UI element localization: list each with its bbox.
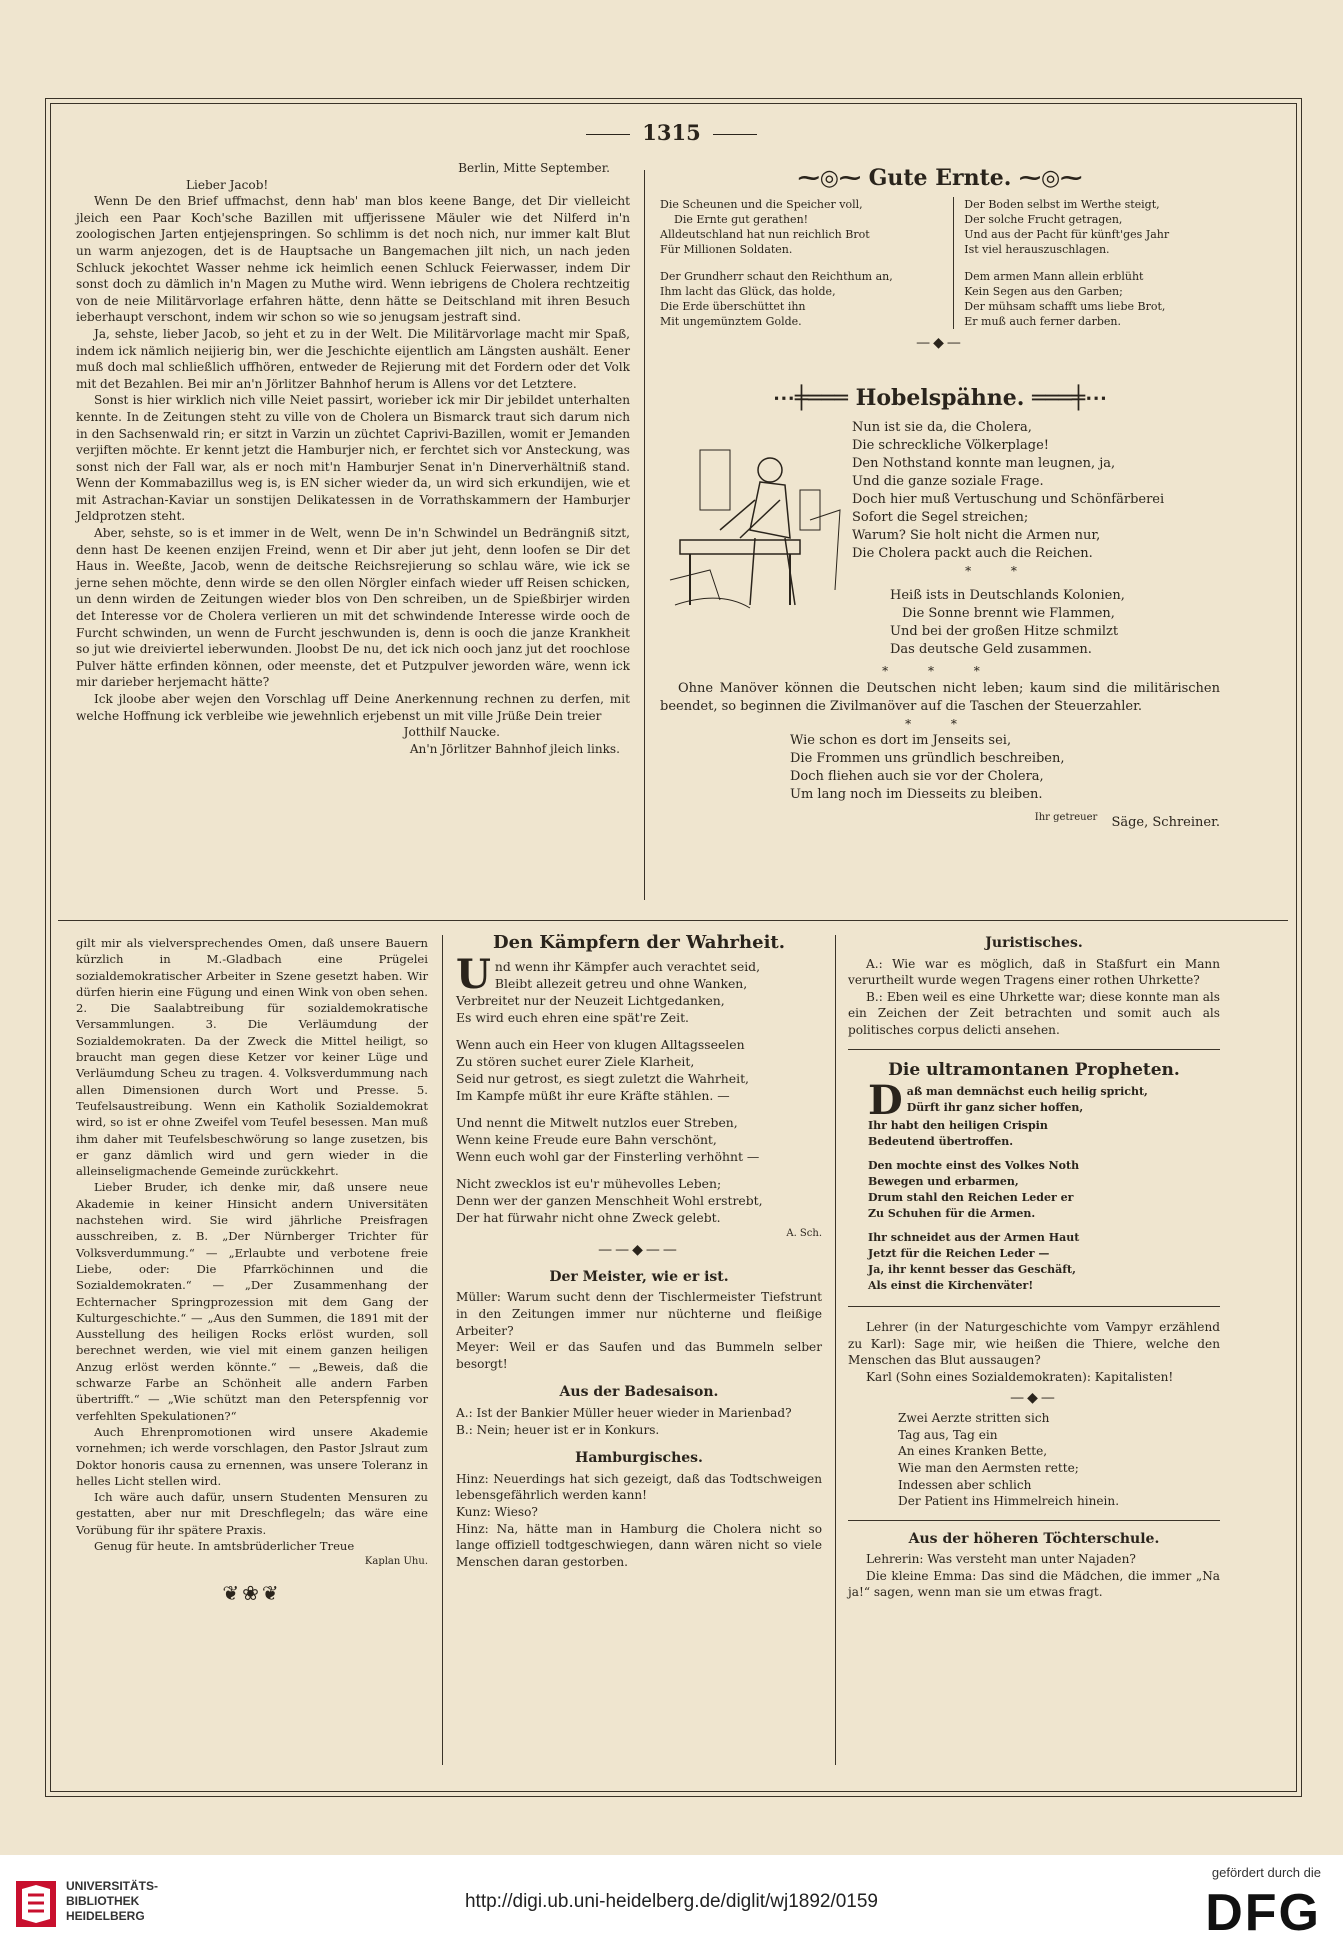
ornament-right-icon: ⁓◎⁓ <box>1011 165 1083 191</box>
section-divider <box>58 920 1288 921</box>
letter-paragraph: Sonst is hier wirklich nich ville Neiet passirt, worieber ick mir Dir jebildet unterhalten kennte. In de Zeitungen steht zu ville von de Cholera un Bismarck traut sich darum nich in den Sachsenwald rin; er sitzt in Varzin un züchtet Caprivi-Bazillen, womit er Jemanden verjiften möchte. Er kennt jetzt die Hamburjer nich, er ferchtet sich vor Ansteckung, was sonst nich der Fall war, als er noch mit'n Hamburjer Senat in'n Dinerverhältniß stand. Wenn der Kommabazillus weg is, is EN sicher wieder da, un wird sich erkundijen, wie et mit Astrachan-Kaviar un sonstijen Delikatessen in de Vorrathskammern der Hamburjer Jeldprotzen steht. <box>76 393 630 524</box>
stars-separator: * * * <box>882 664 998 679</box>
lower-divider-2 <box>835 935 836 1765</box>
kaplan-signature: Kaplan Uhu. <box>364 1556 428 1568</box>
kaplan-paragraph: Genug für heute. In amtsbrüderlicher Treue <box>94 1538 355 1553</box>
carpenter-illustration <box>660 430 850 615</box>
letter-greeting: Lieber Jacob! <box>186 177 269 192</box>
drop-cap: U <box>456 950 491 998</box>
juristisches-line: B.: Eben weil es eine Uhrkette war; diese konnte man als ein Zeichen der Zeit betrachten und somit auch als politisches corpus delicti ansehen. <box>848 989 1220 1037</box>
juristisches-title: Juristisches. <box>985 935 1083 951</box>
page-header <box>0 120 1343 145</box>
dfg-logo: DFG <box>1205 1884 1321 1942</box>
divider-ornament-icon: —◆— <box>916 334 964 351</box>
hobel-stanza-2: Heiß ists in Deutschlands Kolonien, Die Sonne brennt wie Flammen, Und bei der großen Hitze schmilzt Das deutsche Geld zusammen. <box>890 588 1125 658</box>
gute-ernte-title: ⁓◎⁓ Gute Ernte. ⁓◎⁓ <box>797 165 1083 191</box>
letter-dateline: Berlin, Mitte September. <box>458 161 610 175</box>
hobel-stanza-1: Nun ist sie da, die Cholera, Die schreckliche Völkerplage! Den Nothstand konnte man leugnen, ja, Und die ganze soziale Frage. Doch hier muß Vertuschung und Schönfärberei Sofort die Segel streichen; Warum? Sie holt nicht die Armen nur, Die Cholera packt auch die Reichen. <box>852 419 1165 561</box>
hobel-prose: Ohne Manöver können die Deutschen nicht leben; kaum sind die militärischen beendet, so beginnen die Zivilmanöver auf die Taschen der Steuerzahler. <box>660 680 1220 714</box>
middle-column <box>456 932 822 1570</box>
upper-column-divider <box>644 170 645 900</box>
divider-ornament-icon: —◆— <box>1010 1389 1058 1406</box>
letter-postscript: An'n Jörlitzer Bahnhof jleich links. <box>409 741 620 756</box>
divider-ornament-icon: ——◆—— <box>598 1242 680 1259</box>
drop-cap: D <box>868 1077 903 1125</box>
meister-title: Der Meister, wie er ist. <box>549 1268 729 1285</box>
source-url[interactable]: http://digi.ub.uni-heidelberg.de/diglit/wj1892/0159 <box>464 1891 879 1912</box>
kaplan-paragraph: Ich wäre auch dafür, unsern Studenten Mensuren zu gestatten, aber nur mit Dreschflegeln; das wäre eine Vorübung für ihr spätere Praxis. <box>76 1490 428 1537</box>
hamburgisches-title: Hamburgisches. <box>575 1450 703 1467</box>
letter-paragraph: Wenn De den Brief uffmachst, denn hab' man blos keene Bange, det Dir vielleicht jleich een Paar Koch'sche Bazillen mit uffjerissene Mäuler wie det Nilferd in'n zoologischen Jarten entjejenspringen. So schlimm is det noch nich, nur immer kalt Blut un warm anjezogen, det is de Hauptsache un Bangemachen jilt nich, un nach jeden Schluck jekochtet Wasser nehme ick heimlich eenen Schluck Feierwasser, indem Dir sonst doch zu dämlich in'n Magen zu Muthe wird. Wenn iebrigens de Cholera rechtzeitig von de neie Militärvorlage erfahren hätte, denn hätte se Deitschland mit ihren Besuch ieberhaupt verschont, indem wir schon so wie so jenugsam jestraft sind. <box>76 194 630 325</box>
ornament-right-icon: ═══╪⋯ <box>1024 385 1108 411</box>
floral-ornament-icon: ❦❀❦ <box>222 1580 282 1605</box>
hamburgisches-line: Hinz: Neuerdings hat sich gezeigt, daß das Todtschweigen lebensgefährlich werden kann! <box>456 1471 822 1503</box>
gute-ernte-poem <box>660 197 1220 329</box>
letter-paragraph: Ja, sehste, lieber Jacob, so jeht et zu in der Welt. Die Militärvorlage macht mir Spaß, indem ick nämlich neijierig bin, wer die Jeschichte eijentlich am Längsten aushält. Eener muß doch mal schließlich uffhören, entweder de Rejierung mit det Fordern oder det Volk mit det Bezahlen. Bei mir an'n Jörlitzer Bahnhof herum is Allens vor det Letztere. <box>76 326 630 391</box>
right-column <box>848 935 1220 1601</box>
toechter-line: Die kleine Emma: Das sind die Mädchen, die immer „Na ja!“ sagen, wenn man sie um etwas fragt. <box>848 1568 1220 1600</box>
stars-separator: * * <box>905 716 975 731</box>
letter-article <box>76 160 630 757</box>
university-logo-text: UNIVERSITÄTS- BIBLIOTHEK HEIDELBERG <box>66 1879 159 1923</box>
badesaison-line: B.: Nein; heuer ist er in Konkurs. <box>456 1422 660 1437</box>
gute-ernte-article <box>660 165 1220 351</box>
hamburgisches-line: Hinz: Na, hätte man in Hamburg die Cholera nicht so lange offiziell todtgeschwiegen, dann wären nicht so viele Menschen daran gestorben. <box>456 1521 822 1569</box>
letter-paragraph: Aber, sehste, so is et immer in de Welt, wenn De in'n Schwindel un Bedrängniß sitzt, denn hast De keenen enzijen Freind, wenn et Dir aber jut jeht, denn loofen se Dir det Haus in. Weeßte, Jacob, wenn de deitsche Reichsrejierung so schlau wäre, wie ick se jerne sehen möchte, denn wirde se den ollen Nörgler einfach wieder uff Reisen schicken, un denn wirden de Zeitungen wieder blos von Den schreiben, un de Spießbirjer wirden det Interesse vor de Cholera verlieren un mit det schwindende Interesse wirde ooch de Furcht schwinden, un wenn de Furcht jeschwunden is, denn is ooch die janze Krankheit so jut wie dreiviertel ieberwunden. Jloobst De nu, det ick nich ooch janz jut det roochlose Pulver hätte erfinden können, oder meenste, det et Putzpulver jeworden wäre, wenn ick mir darieber herjemacht hätte? <box>76 526 630 690</box>
funded-by-text: gefördert durch die <box>1211 1865 1321 1880</box>
toechter-title: Aus der höheren Töchterschule. <box>908 1530 1160 1547</box>
kaempfer-signature: A. Sch. <box>786 1227 822 1239</box>
kaempfer-poem: U nd wenn ihr Kämpfer auch verachtet seid, Bleibt allezeit getreu und ohne Wanken, Verbreitet nur der Neuzeit Lichtgedanken, Es wird euch ehren eine spät're Zeit. Wenn auch ein Heer von klugen Alltagsseelen Zu stören suchet eurer Ziele Klarheit, Seid nur getrost, es siegt zuletzt die Wahrheit, Im Kampfe müßt ihr eure Kräfte stählen. — Und nennt die Mitwelt nutzlos euer Streben, Wenn keine Freude eure Bahn verschönt, Wenn euch wohl gar der Finsterling verhöhnt — Nicht zwecklos ist eu'r mühevolles Leben; Denn wer der ganzen Menschheit Wohl erstrebt, Der hat fürwahr nicht ohne Zweck gelebt. <box>456 950 763 1225</box>
juristisches-line: A.: Wie war es möglich, daß in Staßfurt ein Mann verurtheilt wurde wegen Tragens einer rothen Uhrkette? <box>848 956 1220 988</box>
hobel-signature: $^{Ihr getreuer}$ Säge, Schreiner. <box>1034 812 1220 831</box>
rule <box>848 1520 1220 1521</box>
ultramontanen-title: Die ultramontanen Propheten. <box>888 1059 1180 1080</box>
aerzte-poem: Zwei Aerzte stritten sich Tag aus, Tag ein An eines Kranken Bette, Wie man den Aermsten rette; Indessen aber schlich Der Patient ins Himmelreich hinein. <box>898 1411 1120 1509</box>
meister-line: Müller: Warum sucht denn der Tischlermeister Tiefstrunt in den Zeitungen immer nur nüchterne und fleißige Arbeiter? <box>456 1290 822 1338</box>
rule <box>848 1049 1220 1050</box>
toechter-line: Lehrerin: Was versteht man unter Najaden? <box>866 1552 1136 1567</box>
letter-paragraph: Ick jloobe aber wejen den Vorschlag uff Deine Anerkennung rechnen zu derfen, mit welche Hoffnung ick verbleibe wie jewehnlich erjebenst un mit ville Jrüße Dein treier <box>76 692 630 723</box>
letter-signature: Jotthilf Naucke. <box>403 725 500 740</box>
kaplan-paragraph: gilt mir als vielversprechendes Omen, daß unsere Bauern kürzlich in M.-Gladbach eine Prügelei sozialdemokratischer Arbeiter in Szene gesetzt haben. Wir dürfen hierin eine Fügung und einen Wink von oben sehen. 2. Die Saalabtreibung für sozialdemokratische Versammlungen. 3. Die Verläumdung der Sozialdemokraten. Da der Zweck die Mittel heiligt, so braucht man gegen diese Ketzer vor keiner Lüge und Verläumdung Scheu zu tragen. 4. Volksverdummung nach allen Dimensionen durch Wort und Presse. 5. Teufelsaustreibung. Wenn ein Katholik Sozialdemokrat wird, so ist er ohne Zweifel vom Teufel besessen. Man muß ihm daher mit Teufelsbeschwörung so lange zusetzen, bis er ganz dämlich wird und gern wieder in die alleinseligmachende Gemeinde zurückkehrt. <box>76 936 428 1179</box>
rule <box>848 1306 1220 1307</box>
ultramontanen-poem: D aß man demnächst euch heilig spricht, Dürft ihr ganz sicher hoffen, Ihr habt den heiligen Crispin Bedeutend übertroffen. Den mochte einst des Volkes Noth Bewegen und erbarmen, Drum stahl den Reichen Leder er Zu Schuhen für die Armen. Ihr schneidet aus der Armen Haut Jetzt für die Reichen Leder — Ja, ihr kennt besser das Geschäft, Als einst die Kirchenväter! <box>868 1077 1148 1293</box>
ornament-left-icon: ⁓◎⁓ <box>797 165 869 191</box>
kaplan-paragraph: Auch Ehrenpromotionen wird unsere Akademie vornehmen; ich werde vorschlagen, den Pastor Jslraut zum Doktor honoris causa zu ernennen, was unsere Toleranz in helles Licht stellen wird. <box>76 1424 428 1488</box>
page-number: 1315 <box>642 120 701 145</box>
gute-ernte-right: Der Boden selbst im Werthe steigt, Der solche Frucht getragen, Und aus der Pacht für künft'ges Jahr Ist viel herauszuschlagen. Dem armen Mann allein erblüht Kein Segen aus den Garben; Der mühsam schafft ums liebe Brot, Er muß auch ferner darben. <box>964 197 1170 328</box>
badesaison-title: Aus der Badesaison. <box>559 1384 719 1401</box>
kaplan-paragraph: Lieber Bruder, ich denke mir, daß unsere neue Akademie in keiner Hinsicht andern Universitäten nachstehen wird. Sie wird jährliche Preisfragen ausschreiben, z. B. „Der Nürnberger Trichter für Volksverdummung.“ — „Erlaubte und verbotene freie Liebe, oder: Die Pfarrköchinnen und die Sozialdemokraten.“ — „Der Zusammenhang der Echternacher Springprozession mit dem Gang der Kulturgeschichte.“ — „Aus den Summen, die 1891 mit der Ausstellung des heiligen Rocks erlöst wurden, soll berechnet werden, wie viel mit einem ganzen heiligen Anzug erlöst werden könnte.“ — „Beweis, daß die schwarze Farbe an Schönheit alle andern Farben übertrifft.“ — „Wie schützt man den Peterspfennig vor verfehlten Spekulationen?“ <box>76 1180 428 1423</box>
kaempfer-title: Den Kämpfern der Wahrheit. <box>492 932 786 953</box>
hobel-stanza-3: Wie schon es dort im Jenseits sei, Die Frommen uns gründlich beschreiben, Doch fliehen auch sie vor der Cholera, Um lang noch im Diesseits zu bleiben. <box>790 733 1065 803</box>
hamburgisches-line: Kunz: Wieso? <box>456 1504 538 1519</box>
badesaison-line: A.: Ist der Bankier Müller heuer wieder in Marienbad? <box>456 1405 792 1420</box>
meister-line: Meyer: Weil er das Saufen und das Bummeln selber besorgt! <box>456 1340 822 1371</box>
vampyr-line: Karl (Sohn eines Sozialdemokraten): Kapitalisten! <box>866 1369 1174 1384</box>
footer-bar <box>0 1855 1343 1953</box>
kaplan-article <box>76 935 428 1605</box>
vampyr-line: Lehrer (in der Naturgeschichte vom Vampyr erzählend zu Karl): Sage mir, wie heißen die Thiere, welche den Menschen das Blut aussaugen? <box>848 1320 1220 1368</box>
hobelspaehne-article <box>660 385 1220 832</box>
ornament-left-icon: ⋯╪═══ <box>772 385 856 411</box>
gute-ernte-left: Die Scheunen und die Speicher voll, Die Ernte gut gerathen! Alldeutschland hat nun reichlich Brot Für Millionen Soldaten. Der Grundherr schaut den Reichthum an, Ihm lacht das Glück, das holde, Die Erde überschüttet ihn Mit ungemünztem Golde. <box>660 197 954 329</box>
stars-separator: * * <box>965 563 1035 578</box>
lower-divider-1 <box>442 935 443 1765</box>
hobelspaehne-title: ⋯╪═══ Hobelspähne. ═══╪⋯ <box>772 385 1108 411</box>
